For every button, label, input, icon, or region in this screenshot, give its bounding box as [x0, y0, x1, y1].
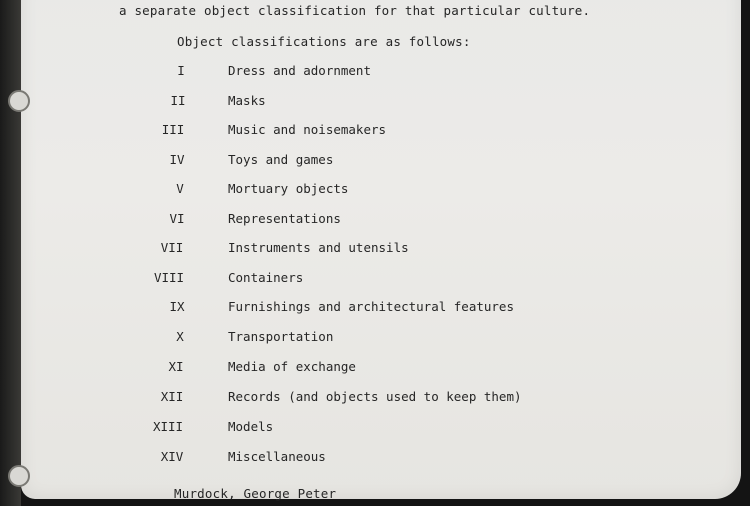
classification-numeral: XI: [168, 359, 184, 374]
classification-numeral: XII: [160, 389, 184, 404]
classification-label: Representations: [228, 211, 341, 226]
classification-numeral: XIII: [152, 419, 184, 434]
classification-label: Records (and objects used to keep them): [228, 389, 522, 404]
binder-hole-bottom: [8, 465, 30, 487]
classification-numeral: VI: [169, 211, 185, 226]
classification-label: Music and noisemakers: [228, 122, 387, 137]
classification-numeral: X: [176, 329, 184, 344]
classification-label: Instruments and utensils: [228, 240, 409, 255]
classification-label: Media of exchange: [228, 359, 356, 374]
slide-mount-edge: [0, 0, 21, 506]
classification-label: Miscellaneous: [228, 449, 326, 464]
classification-numeral: IX: [169, 299, 185, 314]
classification-numeral: VII: [160, 240, 184, 255]
classification-numeral: I: [177, 63, 185, 78]
classification-label: Mortuary objects: [228, 181, 349, 196]
classification-numeral: V: [176, 181, 184, 196]
binder-hole-top: [8, 90, 30, 112]
classification-label: Dress and adornment: [228, 63, 371, 78]
classification-heading: Object classifications are as follows:: [177, 34, 471, 49]
classification-numeral: XIV: [160, 449, 184, 464]
classification-numeral: VIII: [153, 270, 185, 285]
classification-numeral: IV: [169, 152, 185, 167]
intro-line: a separate object classification for that particular culture.: [119, 3, 591, 18]
author-line: Murdock, George Peter: [174, 486, 337, 501]
classification-label: Furnishings and architectural features: [228, 299, 514, 314]
classification-numeral: II: [170, 93, 186, 108]
classification-label: Models: [228, 419, 274, 434]
classification-label: Transportation: [228, 329, 334, 344]
classification-numeral: III: [161, 122, 185, 137]
classification-label: Toys and games: [228, 152, 334, 167]
classification-label: Masks: [228, 93, 266, 108]
classification-label: Containers: [228, 270, 304, 285]
